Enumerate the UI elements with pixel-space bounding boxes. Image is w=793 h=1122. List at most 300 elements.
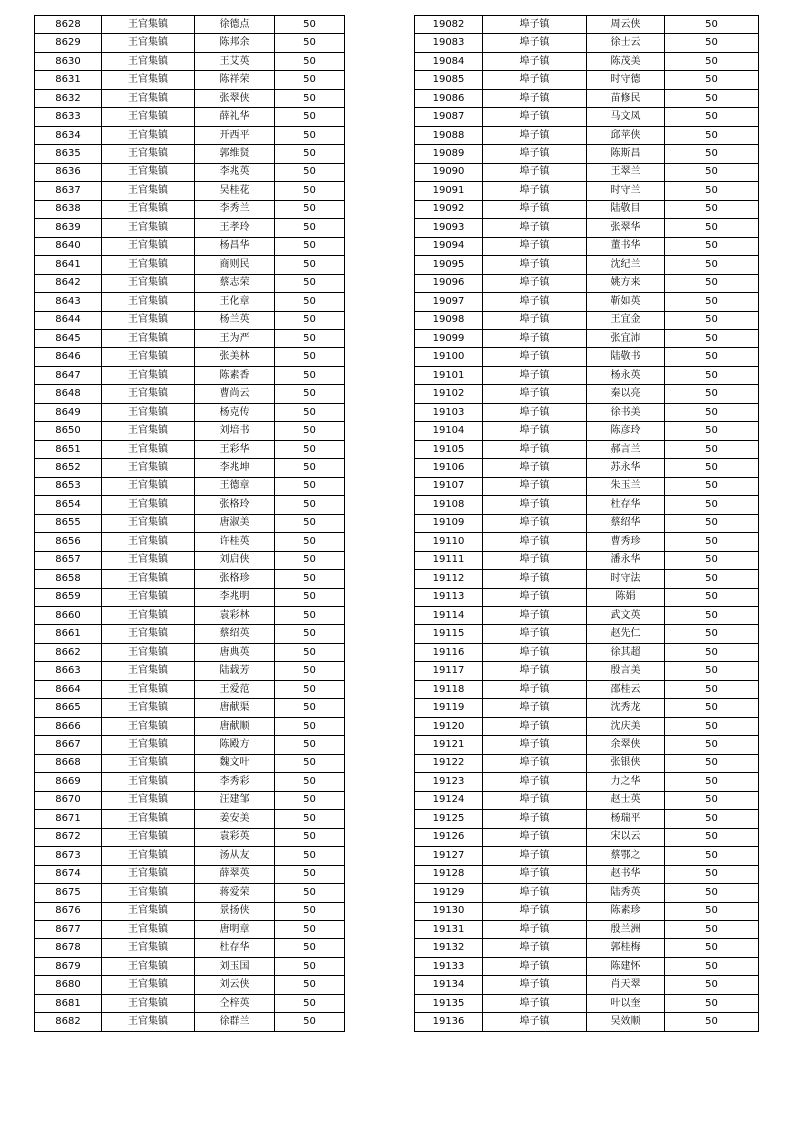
town-name-cell: 埠子镇: [483, 570, 587, 588]
record-number-cell: 19106: [415, 459, 483, 477]
person-name-cell: 余翠侠: [587, 736, 665, 754]
record-number-cell: 8669: [35, 773, 102, 791]
person-name-cell: 陈斯昌: [587, 145, 665, 163]
town-name-cell: 埠子镇: [483, 902, 587, 920]
record-number-cell: 8652: [35, 459, 102, 477]
amount-value-cell: 50: [275, 200, 345, 218]
table-row: [35, 496, 345, 514]
amount-value-cell: 50: [275, 662, 345, 680]
record-number-cell: 8658: [35, 570, 102, 588]
person-name-cell: 陆载芳: [195, 662, 275, 680]
record-number-cell: 8631: [35, 71, 102, 89]
person-name-cell: 苏永华: [587, 459, 665, 477]
town-name-cell: 王官集镇: [102, 200, 195, 218]
town-name-cell: 埠子镇: [483, 293, 587, 311]
person-name-cell: 王彩华: [195, 440, 275, 458]
table-row: [35, 459, 345, 477]
town-name-cell: 王官集镇: [102, 477, 195, 495]
record-number-cell: 19102: [415, 385, 483, 403]
town-name-cell: 埠子镇: [483, 754, 587, 772]
town-name-cell: 埠子镇: [483, 976, 587, 994]
table-row: [415, 939, 759, 957]
record-number-cell: 8677: [35, 920, 102, 938]
record-number-cell: 19132: [415, 939, 483, 957]
amount-value-cell: 50: [275, 16, 345, 34]
town-name-cell: 王官集镇: [102, 957, 195, 975]
record-number-cell: 19088: [415, 126, 483, 144]
record-number-cell: 8672: [35, 828, 102, 846]
person-name-cell: 沈纪兰: [587, 256, 665, 274]
amount-value-cell: 50: [665, 219, 759, 237]
record-number-cell: 19129: [415, 884, 483, 902]
record-number-cell: 19089: [415, 145, 483, 163]
town-name-cell: 埠子镇: [483, 717, 587, 735]
amount-value-cell: 50: [665, 52, 759, 70]
record-number-cell: 8639: [35, 219, 102, 237]
table-row: [415, 865, 759, 883]
town-name-cell: 王官集镇: [102, 293, 195, 311]
amount-value-cell: 50: [275, 1013, 345, 1031]
amount-value-cell: 50: [275, 588, 345, 606]
right-roster-table: [414, 15, 759, 1032]
table-row: [35, 920, 345, 938]
record-number-cell: 8636: [35, 163, 102, 181]
table-row: [35, 403, 345, 421]
amount-value-cell: 50: [275, 34, 345, 52]
record-number-cell: 8661: [35, 625, 102, 643]
table-row: [35, 293, 345, 311]
person-name-cell: 王爱范: [195, 680, 275, 698]
amount-value-cell: 50: [275, 902, 345, 920]
table-row: [415, 256, 759, 274]
record-number-cell: 19110: [415, 533, 483, 551]
amount-value-cell: 50: [665, 533, 759, 551]
record-number-cell: 19117: [415, 662, 483, 680]
amount-value-cell: 50: [275, 274, 345, 292]
table-row: [35, 828, 345, 846]
person-name-cell: 叶以奎: [587, 994, 665, 1012]
person-name-cell: 开西平: [195, 126, 275, 144]
left-roster-table: [34, 15, 345, 1032]
table-row: [415, 717, 759, 735]
record-number-cell: 19097: [415, 293, 483, 311]
town-name-cell: 埠子镇: [483, 884, 587, 902]
person-name-cell: 杨兰英: [195, 311, 275, 329]
town-name-cell: 埠子镇: [483, 256, 587, 274]
table-row: [415, 884, 759, 902]
amount-value-cell: 50: [665, 773, 759, 791]
person-name-cell: 李秀兰: [195, 200, 275, 218]
person-name-cell: 力之华: [587, 773, 665, 791]
town-name-cell: 王官集镇: [102, 329, 195, 347]
person-name-cell: 唐淑美: [195, 514, 275, 532]
amount-value-cell: 50: [665, 89, 759, 107]
amount-value-cell: 50: [275, 754, 345, 772]
record-number-cell: 8660: [35, 607, 102, 625]
person-name-cell: 徐群兰: [195, 1013, 275, 1031]
table-row: [415, 680, 759, 698]
record-number-cell: 19111: [415, 551, 483, 569]
person-name-cell: 郭维贤: [195, 145, 275, 163]
town-name-cell: 王官集镇: [102, 551, 195, 569]
record-number-cell: 19087: [415, 108, 483, 126]
table-row: [35, 385, 345, 403]
table-row: [415, 34, 759, 52]
amount-value-cell: 50: [665, 293, 759, 311]
town-name-cell: 王官集镇: [102, 163, 195, 181]
town-name-cell: 埠子镇: [483, 699, 587, 717]
town-name-cell: 埠子镇: [483, 145, 587, 163]
person-name-cell: 徐其超: [587, 643, 665, 661]
table-row: [35, 145, 345, 163]
table-row: [415, 514, 759, 532]
table-row: [35, 939, 345, 957]
town-name-cell: 王官集镇: [102, 219, 195, 237]
table-row: [35, 311, 345, 329]
town-name-cell: 王官集镇: [102, 736, 195, 754]
record-number-cell: 19100: [415, 348, 483, 366]
town-name-cell: 王官集镇: [102, 459, 195, 477]
person-name-cell: 王艾英: [195, 52, 275, 70]
record-number-cell: 8645: [35, 329, 102, 347]
amount-value-cell: 50: [665, 625, 759, 643]
amount-value-cell: 50: [665, 939, 759, 957]
person-name-cell: 王宜金: [587, 311, 665, 329]
person-name-cell: 董书华: [587, 237, 665, 255]
table-row: [415, 496, 759, 514]
amount-value-cell: 50: [665, 256, 759, 274]
amount-value-cell: 50: [665, 34, 759, 52]
table-row: [35, 643, 345, 661]
person-name-cell: 沈秀龙: [587, 699, 665, 717]
town-name-cell: 王官集镇: [102, 976, 195, 994]
table-row: [35, 884, 345, 902]
town-name-cell: 王官集镇: [102, 348, 195, 366]
record-number-cell: 19107: [415, 477, 483, 495]
town-name-cell: 王官集镇: [102, 717, 195, 735]
person-name-cell: 杨永英: [587, 366, 665, 384]
amount-value-cell: 50: [665, 126, 759, 144]
record-number-cell: 19128: [415, 865, 483, 883]
table-row: [415, 902, 759, 920]
record-number-cell: 19082: [415, 16, 483, 34]
amount-value-cell: 50: [275, 957, 345, 975]
table-row: [415, 366, 759, 384]
person-name-cell: 肖天翠: [587, 976, 665, 994]
amount-value-cell: 50: [275, 311, 345, 329]
town-name-cell: 王官集镇: [102, 182, 195, 200]
person-name-cell: 赵书华: [587, 865, 665, 883]
town-name-cell: 埠子镇: [483, 163, 587, 181]
person-name-cell: 魏文叶: [195, 754, 275, 772]
person-name-cell: 蒋爱荣: [195, 884, 275, 902]
person-name-cell: 宋以云: [587, 828, 665, 846]
record-number-cell: 19116: [415, 643, 483, 661]
town-name-cell: 王官集镇: [102, 828, 195, 846]
person-name-cell: 朱玉兰: [587, 477, 665, 495]
record-number-cell: 19115: [415, 625, 483, 643]
table-row: [35, 16, 345, 34]
record-number-cell: 19112: [415, 570, 483, 588]
table-row: [415, 754, 759, 772]
table-row: [415, 163, 759, 181]
person-name-cell: 袁彩林: [195, 607, 275, 625]
person-name-cell: 周云侠: [587, 16, 665, 34]
table-row: [35, 773, 345, 791]
town-name-cell: 王官集镇: [102, 366, 195, 384]
amount-value-cell: 50: [275, 440, 345, 458]
table-row: [35, 256, 345, 274]
town-name-cell: 埠子镇: [483, 182, 587, 200]
table-row: [415, 311, 759, 329]
amount-value-cell: 50: [665, 348, 759, 366]
table-row: [415, 274, 759, 292]
table-row: [35, 329, 345, 347]
record-number-cell: 8673: [35, 847, 102, 865]
town-name-cell: 埠子镇: [483, 71, 587, 89]
record-number-cell: 19103: [415, 403, 483, 421]
record-number-cell: 19108: [415, 496, 483, 514]
record-number-cell: 19127: [415, 847, 483, 865]
record-number-cell: 8649: [35, 403, 102, 421]
table-row: [415, 126, 759, 144]
record-number-cell: 8648: [35, 385, 102, 403]
table-row: [35, 754, 345, 772]
town-name-cell: 埠子镇: [483, 680, 587, 698]
record-number-cell: 19086: [415, 89, 483, 107]
town-name-cell: 王官集镇: [102, 34, 195, 52]
amount-value-cell: 50: [275, 71, 345, 89]
town-name-cell: 王官集镇: [102, 16, 195, 34]
amount-value-cell: 50: [665, 754, 759, 772]
person-name-cell: 苗修民: [587, 89, 665, 107]
amount-value-cell: 50: [275, 108, 345, 126]
person-name-cell: 李秀彩: [195, 773, 275, 791]
record-number-cell: 8681: [35, 994, 102, 1012]
person-name-cell: 陈殿方: [195, 736, 275, 754]
amount-value-cell: 50: [275, 182, 345, 200]
person-name-cell: 张翠华: [587, 219, 665, 237]
town-name-cell: 王官集镇: [102, 754, 195, 772]
table-row: [415, 108, 759, 126]
town-name-cell: 埠子镇: [483, 847, 587, 865]
amount-value-cell: 50: [665, 200, 759, 218]
record-number-cell: 8679: [35, 957, 102, 975]
record-number-cell: 8641: [35, 256, 102, 274]
table-row: [35, 810, 345, 828]
record-number-cell: 8675: [35, 884, 102, 902]
person-name-cell: 张宜沛: [587, 329, 665, 347]
amount-value-cell: 50: [275, 89, 345, 107]
amount-value-cell: 50: [665, 791, 759, 809]
town-name-cell: 埠子镇: [483, 496, 587, 514]
record-number-cell: 8633: [35, 108, 102, 126]
person-name-cell: 汤从友: [195, 847, 275, 865]
table-row: [35, 588, 345, 606]
town-name-cell: 王官集镇: [102, 643, 195, 661]
person-name-cell: 刘培书: [195, 422, 275, 440]
town-name-cell: 埠子镇: [483, 348, 587, 366]
table-row: [35, 182, 345, 200]
amount-value-cell: 50: [665, 717, 759, 735]
table-row: [35, 1013, 345, 1031]
table-row: [35, 200, 345, 218]
table-row: [415, 570, 759, 588]
amount-value-cell: 50: [275, 736, 345, 754]
town-name-cell: 埠子镇: [483, 920, 587, 938]
amount-value-cell: 50: [665, 496, 759, 514]
record-number-cell: 19094: [415, 237, 483, 255]
town-name-cell: 王官集镇: [102, 145, 195, 163]
person-name-cell: 陈祥荣: [195, 71, 275, 89]
person-name-cell: 杨昌华: [195, 237, 275, 255]
amount-value-cell: 50: [275, 643, 345, 661]
person-name-cell: 景扬侠: [195, 902, 275, 920]
person-name-cell: 王化章: [195, 293, 275, 311]
town-name-cell: 埠子镇: [483, 459, 587, 477]
amount-value-cell: 50: [275, 791, 345, 809]
amount-value-cell: 50: [275, 422, 345, 440]
table-row: [415, 551, 759, 569]
amount-value-cell: 50: [665, 385, 759, 403]
record-number-cell: 8671: [35, 810, 102, 828]
record-number-cell: 8653: [35, 477, 102, 495]
table-row: [35, 570, 345, 588]
record-number-cell: 19083: [415, 34, 483, 52]
record-number-cell: 19121: [415, 736, 483, 754]
table-row: [35, 680, 345, 698]
record-number-cell: 19099: [415, 329, 483, 347]
person-name-cell: 仝梓英: [195, 994, 275, 1012]
person-name-cell: 蔡绍华: [587, 514, 665, 532]
table-row: [415, 329, 759, 347]
amount-value-cell: 50: [275, 459, 345, 477]
person-name-cell: 杜存华: [587, 496, 665, 514]
amount-value-cell: 50: [275, 293, 345, 311]
person-name-cell: 殷兰洲: [587, 920, 665, 938]
town-name-cell: 埠子镇: [483, 219, 587, 237]
amount-value-cell: 50: [275, 514, 345, 532]
table-row: [35, 348, 345, 366]
person-name-cell: 时守德: [587, 71, 665, 89]
town-name-cell: 王官集镇: [102, 625, 195, 643]
table-row: [415, 145, 759, 163]
person-name-cell: 陈素香: [195, 366, 275, 384]
person-name-cell: 姚方来: [587, 274, 665, 292]
person-name-cell: 杨瑞平: [587, 810, 665, 828]
amount-value-cell: 50: [275, 145, 345, 163]
amount-value-cell: 50: [275, 847, 345, 865]
record-number-cell: 19124: [415, 791, 483, 809]
person-name-cell: 袁彩英: [195, 828, 275, 846]
amount-value-cell: 50: [275, 939, 345, 957]
town-name-cell: 埠子镇: [483, 828, 587, 846]
person-name-cell: 时守兰: [587, 182, 665, 200]
table-row: [415, 385, 759, 403]
town-name-cell: 埠子镇: [483, 551, 587, 569]
town-name-cell: 王官集镇: [102, 237, 195, 255]
table-row: [415, 237, 759, 255]
amount-value-cell: 50: [275, 52, 345, 70]
town-name-cell: 王官集镇: [102, 514, 195, 532]
record-number-cell: 19104: [415, 422, 483, 440]
amount-value-cell: 50: [275, 717, 345, 735]
town-name-cell: 埠子镇: [483, 588, 587, 606]
amount-value-cell: 50: [665, 274, 759, 292]
table-row: [35, 71, 345, 89]
amount-value-cell: 50: [275, 810, 345, 828]
record-number-cell: 8638: [35, 200, 102, 218]
amount-value-cell: 50: [275, 551, 345, 569]
person-name-cell: 陈彦玲: [587, 422, 665, 440]
table-row: [415, 791, 759, 809]
amount-value-cell: 50: [665, 311, 759, 329]
amount-value-cell: 50: [275, 828, 345, 846]
person-name-cell: 蔡鄂之: [587, 847, 665, 865]
amount-value-cell: 50: [665, 643, 759, 661]
amount-value-cell: 50: [665, 477, 759, 495]
table-row: [35, 422, 345, 440]
record-number-cell: 8656: [35, 533, 102, 551]
record-number-cell: 19092: [415, 200, 483, 218]
amount-value-cell: 50: [275, 699, 345, 717]
record-number-cell: 8643: [35, 293, 102, 311]
town-name-cell: 王官集镇: [102, 256, 195, 274]
person-name-cell: 陈茂美: [587, 52, 665, 70]
town-name-cell: 王官集镇: [102, 422, 195, 440]
town-name-cell: 埠子镇: [483, 16, 587, 34]
town-name-cell: 王官集镇: [102, 939, 195, 957]
person-name-cell: 李兆坤: [195, 459, 275, 477]
person-name-cell: 徐书美: [587, 403, 665, 421]
person-name-cell: 李兆明: [195, 588, 275, 606]
town-name-cell: 王官集镇: [102, 884, 195, 902]
person-name-cell: 刘玉国: [195, 957, 275, 975]
record-number-cell: 19120: [415, 717, 483, 735]
amount-value-cell: 50: [665, 163, 759, 181]
record-number-cell: 8680: [35, 976, 102, 994]
town-name-cell: 王官集镇: [102, 847, 195, 865]
amount-value-cell: 50: [665, 514, 759, 532]
table-row: [415, 1013, 759, 1031]
record-number-cell: 19125: [415, 810, 483, 828]
person-name-cell: 杨克传: [195, 403, 275, 421]
table-row: [35, 865, 345, 883]
record-number-cell: 19090: [415, 163, 483, 181]
person-name-cell: 郝言兰: [587, 440, 665, 458]
person-name-cell: 汪建邹: [195, 791, 275, 809]
person-name-cell: 陈邦余: [195, 34, 275, 52]
town-name-cell: 王官集镇: [102, 810, 195, 828]
person-name-cell: 王翠兰: [587, 163, 665, 181]
amount-value-cell: 50: [275, 607, 345, 625]
table-row: [415, 459, 759, 477]
town-name-cell: 王官集镇: [102, 126, 195, 144]
person-name-cell: 赵士英: [587, 791, 665, 809]
record-number-cell: 8657: [35, 551, 102, 569]
person-name-cell: 张银侠: [587, 754, 665, 772]
record-number-cell: 19119: [415, 699, 483, 717]
table-row: [415, 293, 759, 311]
record-number-cell: 8667: [35, 736, 102, 754]
record-number-cell: 8650: [35, 422, 102, 440]
person-name-cell: 商则民: [195, 256, 275, 274]
person-name-cell: 徐士云: [587, 34, 665, 52]
town-name-cell: 王官集镇: [102, 920, 195, 938]
town-name-cell: 王官集镇: [102, 1013, 195, 1031]
record-number-cell: 8659: [35, 588, 102, 606]
amount-value-cell: 50: [665, 551, 759, 569]
